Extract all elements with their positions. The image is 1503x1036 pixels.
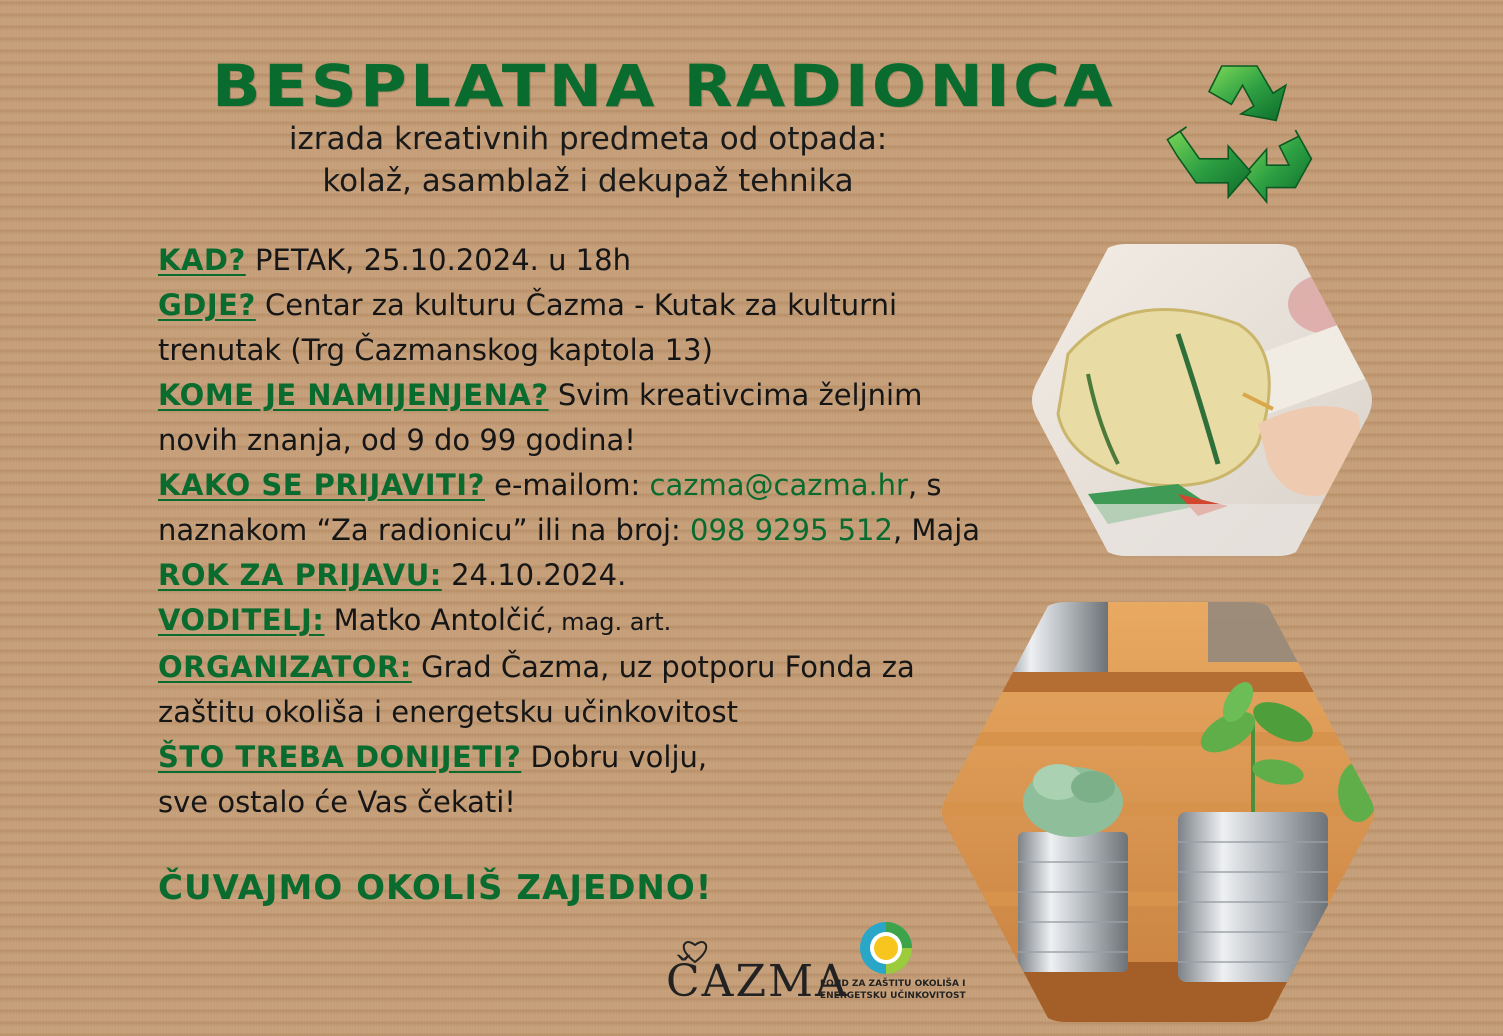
label-kad: KAD? bbox=[158, 243, 246, 277]
label-donijeti: ŠTO TREBA DONIJETI? bbox=[158, 740, 522, 774]
fund-line-2: ENERGETSKU UČINKOVITOST bbox=[820, 991, 966, 1001]
subtitle-line-2: kolaž, asamblaž i dekupaž tehnika bbox=[322, 163, 854, 199]
poster-subtitle bbox=[248, 118, 928, 202]
info-kome bbox=[158, 373, 1038, 418]
value-kako-1: e-mailom: bbox=[484, 468, 650, 502]
info-kako bbox=[158, 463, 1038, 508]
info-gdje-cont bbox=[158, 328, 1038, 373]
value-kako-1b: , s bbox=[907, 468, 942, 502]
label-kome: KOME JE NAMIJENJENA? bbox=[158, 378, 549, 412]
info-donijeti bbox=[158, 735, 1038, 780]
label-organizator: ORGANIZATOR: bbox=[158, 650, 412, 684]
phone-link[interactable]: 098 9295 512 bbox=[690, 513, 893, 547]
fund-logo-text bbox=[820, 978, 970, 1002]
value-kad: PETAK, 25.10.2024. u 18h bbox=[245, 243, 631, 277]
value-kome-1: Svim kreativcima željnim bbox=[548, 378, 923, 412]
closing-slogan: ČUVAJMO OKOLIŠ ZAJEDNO! bbox=[158, 868, 713, 908]
value-donijeti-2: sve ostalo će Vas čekati! bbox=[158, 785, 516, 819]
value-voditelj-name: Matko Antolčić bbox=[324, 603, 546, 637]
value-kako-2b: , Maja bbox=[892, 513, 981, 547]
info-organizator-cont bbox=[158, 690, 1038, 735]
label-gdje: GDJE? bbox=[158, 288, 256, 322]
info-donijeti-cont bbox=[158, 780, 1038, 825]
info-organizator bbox=[158, 645, 1038, 690]
value-organizator-1: Grad Čazma, uz potporu Fonda za bbox=[411, 650, 915, 684]
info-kad bbox=[158, 238, 1038, 283]
info-kome-cont bbox=[158, 418, 1038, 463]
value-gdje-2: trenutak (Trg Čazmanskog kaptola 13) bbox=[158, 333, 713, 367]
label-rok: ROK ZA PRIJAVU: bbox=[158, 558, 442, 592]
label-voditelj: VODITELJ: bbox=[158, 603, 325, 637]
email-link[interactable]: cazma@cazma.hr bbox=[649, 468, 908, 502]
tin-can-planters-photo bbox=[938, 602, 1378, 1022]
value-donijeti-1: Dobru volju, bbox=[521, 740, 708, 774]
poster-title: BESPLATNA RADIONICA bbox=[212, 52, 1116, 120]
fund-line-1: FOND ZA ZAŠTITU OKOLIŠA I bbox=[820, 979, 966, 989]
event-info bbox=[158, 238, 1038, 825]
value-kako-2: naznakom “Za radionicu” ili na broj: bbox=[158, 513, 691, 547]
value-gdje-1: Centar za kulturu Čazma - Kutak za kulturni bbox=[255, 288, 898, 322]
value-organizator-2: zaštitu okoliša i energetsku učinkovitost bbox=[158, 695, 739, 729]
fund-logo-icon bbox=[858, 920, 914, 976]
cazma-logo: ČAZMA bbox=[666, 956, 849, 1007]
subtitle-line-1: izrada kreativnih predmeta od otpada: bbox=[288, 121, 888, 157]
value-rok: 24.10.2024. bbox=[441, 558, 627, 592]
decoupage-photo bbox=[1028, 244, 1376, 556]
info-voditelj bbox=[158, 598, 1038, 645]
value-voditelj-title: , mag. art. bbox=[545, 608, 672, 636]
info-gdje bbox=[158, 283, 1038, 328]
info-kako-cont bbox=[158, 508, 1038, 553]
info-rok bbox=[158, 553, 1038, 598]
label-kako: KAKO SE PRIJAVITI? bbox=[158, 468, 485, 502]
recycle-icon bbox=[1160, 50, 1322, 210]
value-kome-2: novih znanja, od 9 do 99 godina! bbox=[158, 423, 636, 457]
